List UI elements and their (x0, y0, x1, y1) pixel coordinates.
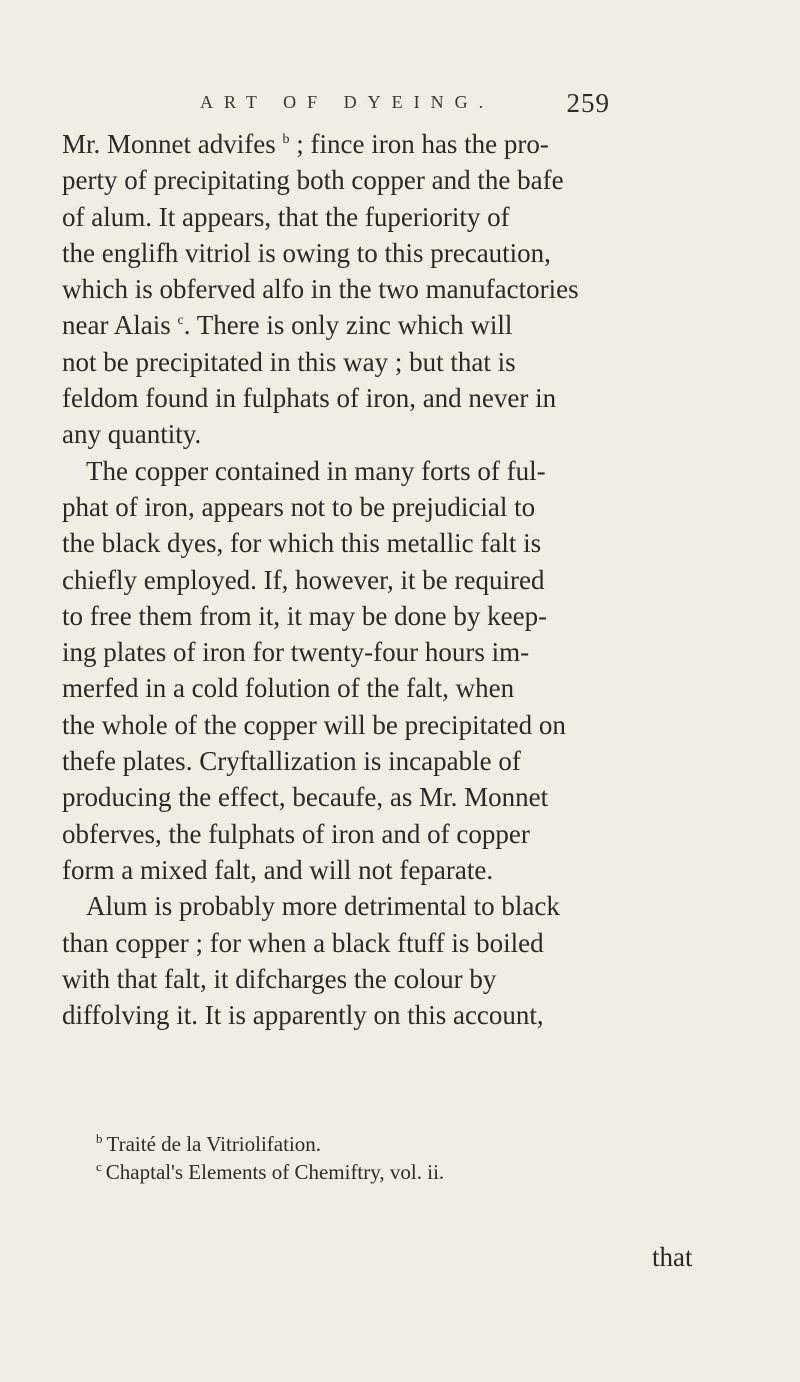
footnote-mark-c: c (96, 1159, 102, 1174)
text-line-4: the englifh vitriol is owing to this precaution, (62, 237, 551, 268)
text-line-12: the black dyes, for which this metallic falt is (62, 528, 542, 559)
text-line-5: which is obferved alfo in the two manufactories (62, 274, 579, 305)
text-line-3: of alum. It appears, that the fuperiority of (62, 201, 510, 232)
text-line-14: to free them from it, it may be done by keep- (62, 600, 548, 631)
text-line-21: form a mixed falt, and will not feparate. (62, 854, 494, 885)
text-line-8: feldom found in fulphats of iron, and never in (62, 383, 557, 414)
text-line-24: with that falt, it difcharges the colour by (62, 963, 497, 994)
text-line-2: perty of precipitating both copper and the bafe (62, 165, 564, 196)
text-line-6: near Alais $^c$. There is only zinc which will (62, 310, 513, 341)
footnote-mark-b: b (96, 1131, 103, 1146)
body-text (62, 126, 748, 1033)
text-line-15: ing plates of iron for twenty-four hours im- (62, 637, 530, 668)
running-head (200, 88, 610, 128)
catchword: that (652, 1242, 693, 1272)
text-line-7: not be precipitated in this way ; but that is (62, 346, 516, 377)
text-line-19: producing the effect, becaufe, as Mr. Monnet (62, 782, 549, 813)
text-line-18: thefe plates. Cryftallization is incapable of (62, 746, 521, 777)
footnote-b (96, 1130, 736, 1158)
text-line-17: the whole of the copper will be precipitated on (62, 709, 566, 740)
text-line-10: The copper contained in many forts of ful- (86, 455, 546, 486)
text-line-9: any quantity. (62, 419, 202, 450)
text-line-25: diffolving it. It is apparently on this account, (62, 1000, 544, 1031)
running-title: ART OF DYEING. (200, 92, 495, 112)
footnote-text-b: Traité de la Vitriolifation. (106, 1132, 322, 1156)
text-line-16: merfed in a cold folution of the falt, when (62, 673, 515, 704)
footnote-c (96, 1158, 736, 1186)
text-line-20: obferves, the fulphats of iron and of copper (62, 818, 530, 849)
text-line-22: Alum is probably more detrimental to black (86, 891, 560, 922)
footnotes (96, 1130, 736, 1186)
footnote-ref-c: c (177, 313, 184, 329)
footnote-text-c: Chaptal's Elements of Chemiftry, vol. ii. (105, 1160, 445, 1184)
text-line-23: than copper ; for when a black ftuff is boiled (62, 927, 544, 958)
text-line-13: chiefly employed. If, however, it be required (62, 564, 545, 595)
page-number: 259 (566, 88, 610, 118)
text-line-1: Mr. Monnet advifes $^b$ ; fince iron has the pro- (62, 129, 549, 159)
text-line-11: phat of iron, appears not to be prejudicial to (62, 491, 536, 522)
footnote-ref-b: b (282, 132, 290, 147)
